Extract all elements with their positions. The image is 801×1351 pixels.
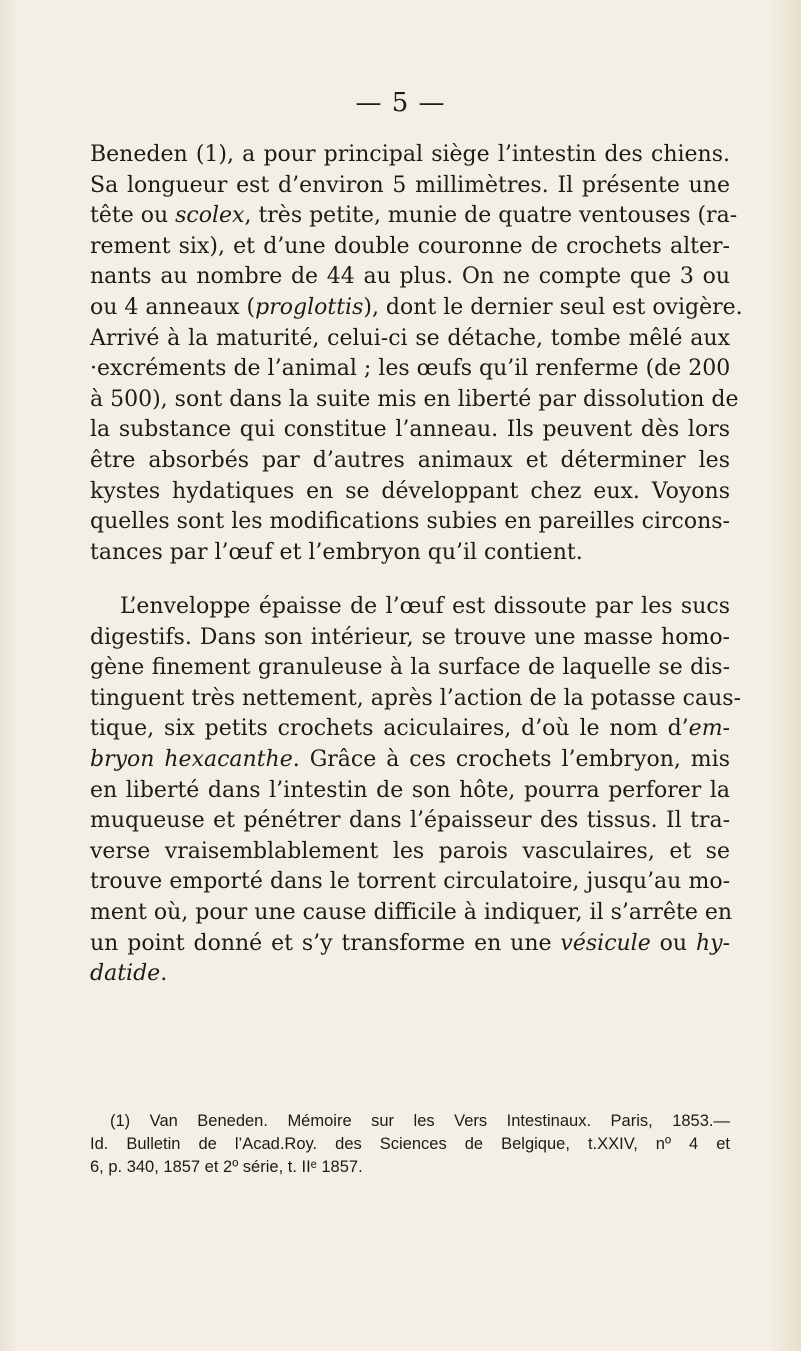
text-line: digestifs. Dans son intérieur, se trouve une masse homo- (90, 624, 730, 650)
text-line: L’enveloppe épaisse de l’œuf est dissoute par les sucs (120, 594, 730, 619)
text-line: Arrivé à la maturité, celui-ci se détache, tombe mêlé aux (90, 325, 730, 351)
text-line: ment où, pour une cause difficile à indiquer, il s’arrête en (90, 899, 733, 925)
text-line: Beneden (1), a pour principal siège l’intestin des chiens. (90, 142, 730, 167)
text-line: en liberté dans l’intestin de son hôte, pourra perforer la (90, 777, 730, 803)
paragraph-2 (90, 592, 741, 990)
footnote-line: Id. Bulletin de l’Acad.Roy. des Sciences de Belgique, t.XXIV, nº 4 et (90, 1135, 730, 1153)
paragraph-1 (90, 140, 743, 568)
text-line: un point donné et s’y transforme en une vésicule ou hy- (90, 930, 730, 956)
page-number: — 5 — (355, 88, 446, 118)
text-line: tique, six petits crochets aciculaires, d’où le nom d’em- (90, 716, 730, 742)
footnote-line: (1) Van Beneden. Mémoire sur les Vers Intestinaux. Paris, 1853.— (110, 1112, 730, 1130)
text-line: tances par l’œuf et l’embryon qu’il contient. (90, 539, 583, 565)
text-line: Sa longueur est d’environ 5 millimètres. Il présente une (90, 172, 730, 198)
text-line: à 500), sont dans la suite mis en liberté par dissolution de (90, 386, 739, 412)
text-line: kystes hydatiques en se développant chez eux. Voyons (90, 478, 730, 504)
text-line: muqueuse et pénétrer dans l’épaisseur des tissus. Il tra- (90, 808, 730, 834)
text-line: nants au nombre de 44 au plus. On ne compte que 3 ou (90, 264, 730, 290)
text-line: trouve emporté dans le torrent circulatoire, jusqu’au mo- (90, 869, 730, 895)
text-line: datide. (90, 961, 168, 987)
text-line: gène finement granuleuse à la surface de laquelle se dis- (90, 655, 730, 681)
footnote-line: 6, p. 340, 1857 et 2º série, t. IIᵉ 1857. (90, 1158, 363, 1176)
text-line: être absorbés par d’autres animaux et déterminer les (90, 447, 730, 473)
text-line: tinguent très nettement, après l’action de la potasse caus- (90, 685, 741, 711)
text-line: quelles sont les modifications subies en pareilles circons- (90, 509, 730, 535)
text-line: rement six), et d’une double couronne de crochets alter- (90, 233, 730, 259)
text-line: ·excréments de l’animal ; les œufs qu’il renferme (de 200 (90, 356, 731, 382)
text-line: verse vraisemblablement les parois vasculaires, et se (90, 838, 730, 864)
text-line: la substance qui constitue l’anneau. Ils peuvent dès lors (90, 417, 730, 443)
text-line: tête ou scolex, très petite, munie de quatre ventouses (ra- (90, 203, 738, 229)
text-line: bryon hexacanthe. Grâce à ces crochets l’embryon, mis (90, 746, 730, 772)
text-line: ou 4 anneaux (proglottis), dont le dernier seul est ovigère. (90, 294, 743, 320)
footnote (90, 1110, 730, 1179)
